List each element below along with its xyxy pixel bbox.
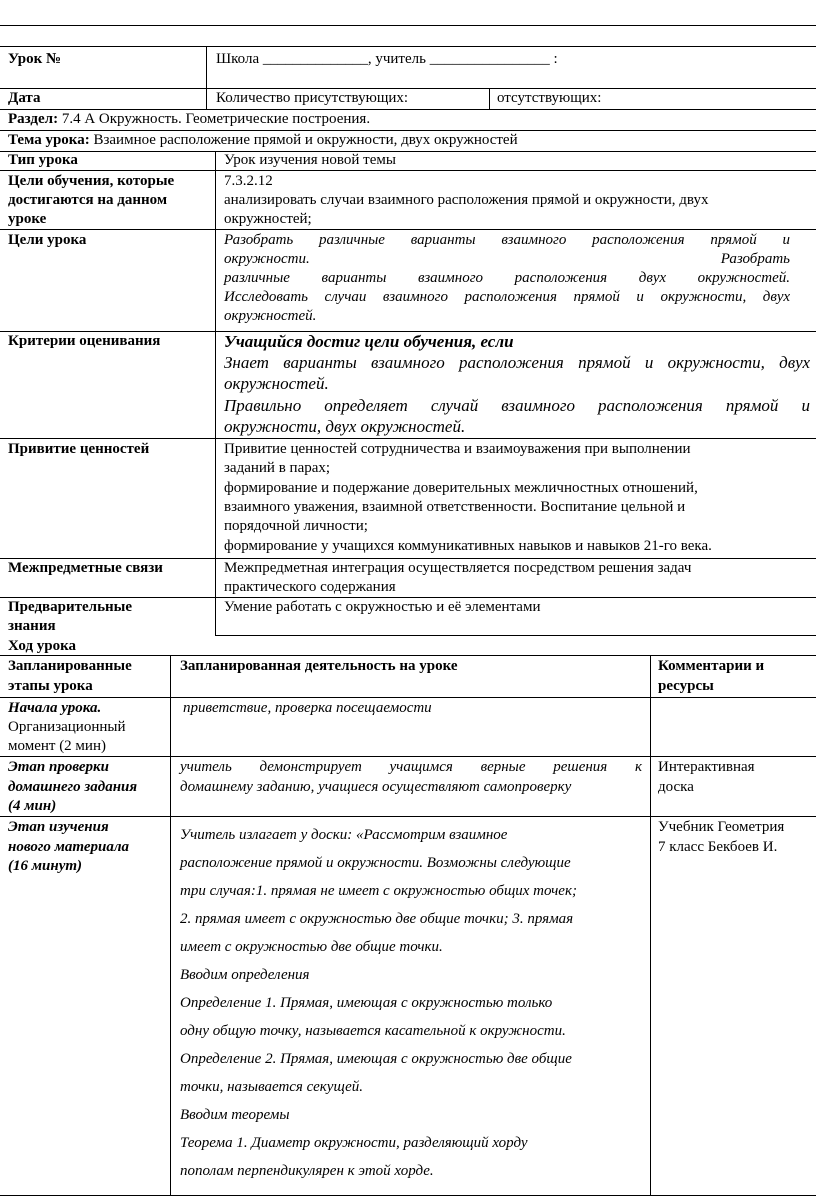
criteria-line-3: Правильно определяет случай взаимного расположения прямой и xyxy=(224,396,810,415)
stage3-activity-10: точки, называется секущей. xyxy=(180,1079,364,1095)
section-line xyxy=(8,110,370,129)
lesson-goal-line-3: различные варианты взаимного расположения двух окружностей. xyxy=(224,270,790,286)
learning-goal-text-1: анализировать случаи взаимного расположения прямой и окружности, двух xyxy=(224,192,709,208)
school-teacher-line: Школа ______________, учитель ________________ : xyxy=(216,51,558,67)
values-line-4: взаимного уважения, взаимной ответственности. Воспитание цельной и xyxy=(224,499,686,515)
section-value: 7.4 А Окружность. Геометрические построения. xyxy=(58,111,371,127)
stage1-text-2: момент (2 мин) xyxy=(8,738,106,754)
section-label: Раздел: xyxy=(8,111,59,127)
criteria-line-1: Знает варианты взаимного расположения прямой и окружности, двух xyxy=(224,353,810,372)
stage1-title: Начала урока. xyxy=(8,700,102,716)
date-label: Дата xyxy=(8,90,41,106)
interdisciplinary-line-1: Межпредметная интеграция осуществляется посредством решения задач xyxy=(224,560,692,576)
stage2-activity-1: учитель демонстрирует учащимся верные решения к xyxy=(180,759,642,775)
stage1-text-1: Организационный xyxy=(8,719,126,735)
col-activity-header: Запланированная деятельность на уроке xyxy=(180,658,458,674)
stage3-resource-2: 7 класс Бекбоев И. xyxy=(658,839,778,855)
values-line-6: формирование у учащихся коммуникативных навыков и навыков 21-го века. xyxy=(224,538,712,554)
lesson-goals-label: Цели урока xyxy=(8,232,87,248)
lesson-type-value: Урок изучения новой темы xyxy=(224,152,396,168)
stage3-title-1: Этап изучения xyxy=(8,819,109,835)
stage3-activity-2: расположение прямой и окружности. Возможны следующие xyxy=(180,855,571,871)
col-resources-header-1: Комментарии и xyxy=(658,658,765,674)
stage3-activity-12: Теорема 1. Диаметр окружности, разделяющий хорду xyxy=(180,1135,528,1151)
stage3-activity-7: Определение 1. Прямая, имеющая с окружностью только xyxy=(180,995,553,1011)
stage3-activity-1: Учитель излагает у доски: «Рассмотрим взаимное xyxy=(180,827,508,843)
stage2-activity-2: домашнему заданию, учащиеся осуществляют самопроверку xyxy=(180,779,572,795)
values-line-5: порядочной личности; xyxy=(224,518,368,534)
topic-label: Тема урока: xyxy=(8,132,90,148)
stage3-title-3: (16 минут) xyxy=(8,858,83,874)
stage3-resource-1: Учебник Геометрия xyxy=(658,819,785,835)
stage2-resource-1: Интерактивная xyxy=(658,759,755,775)
learning-goals-label-1: Цели обучения, которые xyxy=(8,173,175,189)
values-line-1: Привитие ценностей сотрудничества и взаимоуважения при выполнении xyxy=(224,441,691,457)
prior-knowledge-label-2: знания xyxy=(8,618,56,634)
topic-line xyxy=(8,131,518,150)
lesson-goal-line-1: Разобрать различные варианты взаимного расположения прямой и xyxy=(224,232,790,248)
topic-value: Взаимное расположение прямой и окружности, двух окружностей xyxy=(89,132,518,148)
learning-goals-label-2: достигаются на данном xyxy=(8,192,168,208)
stage3-activity-11: Вводим теоремы xyxy=(180,1107,290,1123)
lesson-type-label: Тип урока xyxy=(8,152,78,168)
criteria-label: Критерии оценивания xyxy=(8,333,161,349)
interdisciplinary-line-2: практического содержания xyxy=(224,579,396,595)
learning-goals-label-3: уроке xyxy=(8,211,47,227)
absent-count-label: отсутствующих: xyxy=(497,90,602,106)
prior-knowledge-label-1: Предварительные xyxy=(8,599,133,615)
criteria-line-2: окружностей. xyxy=(224,374,329,393)
values-line-3: формирование и подержание доверительных межличностных отношений, xyxy=(224,480,698,496)
criteria-heading: Учащийся достиг цели обучения, если xyxy=(224,332,514,351)
learning-goal-code: 7.3.2.12 xyxy=(224,173,273,189)
col-stages-header-1: Запланированные xyxy=(8,658,132,674)
lesson-goal-line-2: окружности. Разобрать xyxy=(224,251,790,267)
stage3-activity-8: одну общую точку, называется касательной к окружности. xyxy=(180,1023,566,1039)
stage3-activity-6: Вводим определения xyxy=(180,967,310,983)
values-label: Привитие ценностей xyxy=(8,441,150,457)
stage2-title-1: Этап проверки xyxy=(8,759,109,775)
lesson-number-label: Урок № xyxy=(8,51,62,67)
lesson-goal-line-5: окружностей. xyxy=(224,308,317,324)
prior-knowledge-value: Умение работать с окружностью и её элементами xyxy=(224,599,541,615)
stage2-title-2: домашнего задания xyxy=(8,779,138,795)
col-stages-header-2: этапы урока xyxy=(8,678,93,694)
stage3-activity-13: пополам перпендикулярен к этой хорде. xyxy=(180,1163,434,1179)
stage3-activity-9: Определение 2. Прямая, имеющая с окружностью две общие xyxy=(180,1051,572,1067)
interdisciplinary-label: Межпредметные связи xyxy=(8,560,163,576)
criteria-line-4: окружности, двух окружностей. xyxy=(224,417,466,436)
stage2-resource-2: доска xyxy=(658,779,694,795)
values-line-2: заданий в парах; xyxy=(224,460,331,476)
stage2-title-3: (4 мин) xyxy=(8,798,57,814)
stage3-activity-5: имеет с окружностью две общие точки. xyxy=(180,939,443,955)
col-resources-header-2: ресурсы xyxy=(658,678,714,694)
stage3-activity-3: три случая:1. прямая не имеет с окружностью общих точек; xyxy=(180,883,577,899)
course-title: Ход урока xyxy=(8,638,77,654)
present-count-label: Количество присутствующих: xyxy=(216,90,409,106)
stage1-activity: приветствие, проверка посещаемости xyxy=(183,700,432,716)
learning-goal-text-2: окружностей; xyxy=(224,211,312,227)
stage3-title-2: нового материала xyxy=(8,839,130,855)
stage3-activity-4: 2. прямая имеет с окружностью две общие точки; 3. прямая xyxy=(180,911,574,927)
lesson-goal-line-4: Исследовать случаи взаимного расположения прямой и окружности, двух xyxy=(224,289,790,305)
